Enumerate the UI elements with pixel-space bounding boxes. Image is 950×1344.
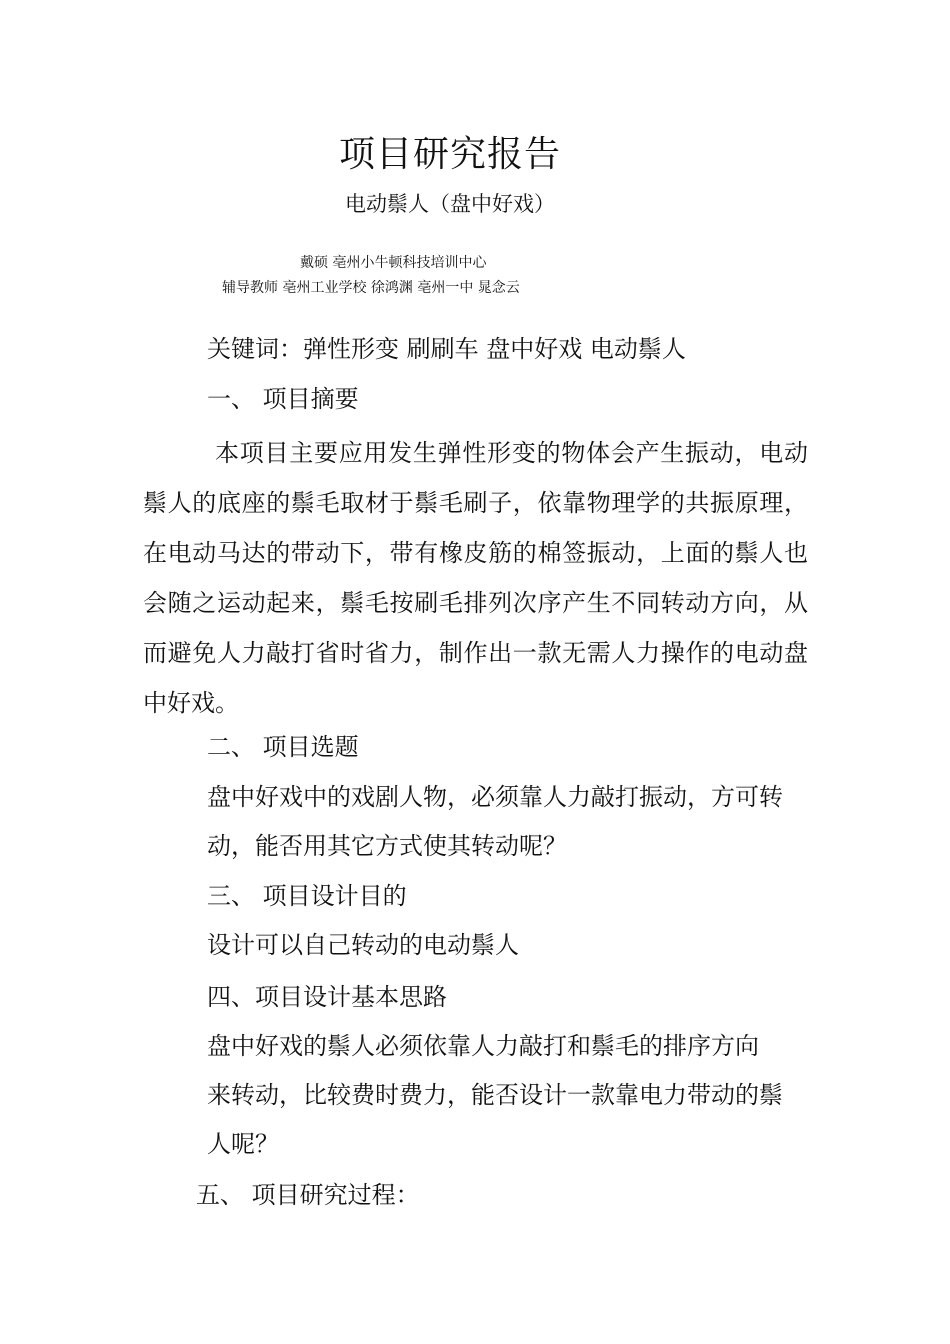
topic-line: 动，能否用其它方式使其转动呢？ bbox=[207, 832, 567, 860]
section-heading-process: 五、 项目研究过程： bbox=[196, 1181, 420, 1209]
author-line: 戴硕 亳州小牛顿科技培训中心 bbox=[300, 255, 487, 271]
idea-line: 人呢？ bbox=[207, 1130, 279, 1158]
section-heading-abstract: 一、 项目摘要 bbox=[207, 385, 359, 413]
abstract-paragraph: 本项目主要应用发生弹性形变的物体会产生振动，电动鬃人的底座的鬃毛取材于鬃毛刷子，依靠物理学的共振原理，在电动马达的带动下，带有橡皮筋的棉签振动，上面的鬃人也会随之运动起来，鬃毛按刷毛排列次序产生不同转动方向，从而避免人力敲打省时省力，制作出一款无需人力操作的电动盘中好戏。 bbox=[143, 439, 808, 717]
idea-line: 来转动，比较费时费力，能否设计一款靠电力带动的鬃 bbox=[207, 1081, 783, 1109]
document-title: 项目研究报告 bbox=[338, 134, 561, 175]
document-subtitle: 电动鬃人（盘中好戏） bbox=[345, 192, 555, 216]
advisor-line: 辅导教师 亳州工业学校 徐鸿渊 亳州一中 晁念云 bbox=[222, 280, 520, 296]
section-heading-idea: 四、项目设计基本思路 bbox=[207, 983, 447, 1011]
section-heading-purpose: 三、 项目设计目的 bbox=[207, 882, 407, 910]
purpose-line: 设计可以自己转动的电动鬃人 bbox=[207, 931, 519, 959]
topic-line: 盘中好戏中的戏剧人物，必须靠人力敲打振动，方可转 bbox=[207, 783, 783, 811]
section-heading-topic: 二、 项目选题 bbox=[207, 733, 359, 761]
keywords: 关键词：弹性形变 刷刷车 盘中好戏 电动鬃人 bbox=[207, 335, 686, 363]
idea-line: 盘中好戏的鬃人必须依靠人力敲打和鬃毛的排序方向 bbox=[207, 1032, 759, 1060]
